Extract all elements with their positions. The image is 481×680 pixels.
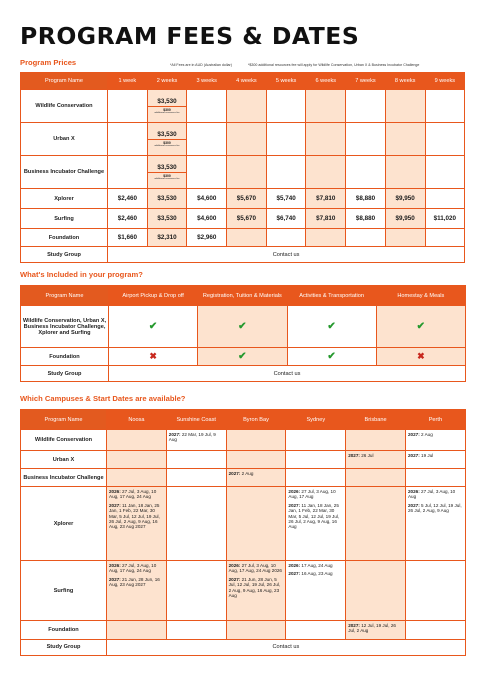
- campuses-cell: [226, 469, 286, 487]
- prices-cell: [306, 123, 346, 156]
- included-row: [21, 306, 466, 348]
- campuses-row: [21, 469, 466, 487]
- start-dates-year: 2026:: [288, 563, 301, 568]
- prices-cell: [425, 90, 465, 123]
- prices-cell: [266, 90, 306, 123]
- included-header-item: Airport Pickup & Drop off: [109, 286, 198, 306]
- campuses-row: [21, 487, 466, 561]
- prices-program-name: Urban X: [21, 123, 108, 156]
- campuses-cell: [405, 561, 465, 621]
- cross-icon: ✖: [417, 351, 425, 361]
- campuses-table: [20, 409, 466, 656]
- prices-cell: [108, 189, 148, 209]
- price-value: $2,460: [117, 195, 137, 202]
- resources-fee-caption: additional resources fee: [154, 145, 180, 147]
- included-header-item: Registration, Tuition & Materials: [198, 286, 287, 306]
- campuses-header-location: Byron Bay: [226, 410, 286, 430]
- prices-program-name: Wildlife Conservation: [21, 90, 108, 123]
- start-dates: [109, 577, 164, 588]
- campuses-row: [21, 451, 466, 469]
- prices-header-program: Program Name: [21, 73, 108, 90]
- prices-header-week: 4 weeks: [227, 73, 267, 90]
- start-dates: [288, 489, 343, 500]
- start-dates-list: 21 Jun, 28 Jun, 5 Jul, 12 Jul, 19 Jul, 26 Jul, 2 Aug, 9 Aug, 16 Aug, 23 Aug: [228, 576, 281, 599]
- study-group-contact: Contact us: [107, 639, 466, 655]
- campuses-cell: [166, 469, 226, 487]
- prices-cell: [306, 90, 346, 123]
- prices-cell: [147, 209, 187, 229]
- included-cell: [287, 348, 376, 366]
- prices-cell: [306, 209, 346, 229]
- prices-cell: [385, 189, 425, 209]
- included-section-title: What's Included in your program?: [20, 270, 143, 279]
- resources-fee-badge: [148, 106, 187, 114]
- page-title: PROGRAM FEES & DATES: [20, 22, 360, 50]
- prices-row: [21, 189, 465, 209]
- prices-cell: [187, 123, 227, 156]
- prices-cell: [385, 229, 425, 247]
- campuses-cell: [107, 451, 167, 469]
- campuses-cell: [346, 561, 406, 621]
- included-cell: [109, 306, 198, 348]
- start-dates-list: 22 Mar, 19 Jul, 9 Aug: [168, 432, 216, 443]
- campuses-cell: [107, 487, 167, 561]
- campuses-cell: [226, 451, 286, 469]
- price-value: $3,530: [157, 131, 177, 138]
- resources-fee-caption: additional resources fee: [154, 112, 180, 114]
- prices-cell: [227, 156, 267, 189]
- start-dates: [288, 563, 343, 568]
- campuses-row: [21, 621, 466, 640]
- start-dates-year: 2026:: [407, 489, 420, 494]
- campuses-cell: [286, 469, 346, 487]
- campuses-program-name: Foundation: [21, 621, 107, 640]
- start-dates-list: 26 Jul: [359, 453, 374, 458]
- start-dates: [109, 563, 164, 574]
- start-dates-list: 16 Aug, 23 Aug: [300, 571, 333, 577]
- start-dates-year: 2027:: [407, 432, 420, 437]
- prices-cell: [346, 156, 386, 189]
- prices-program-name: Surfing: [21, 209, 108, 229]
- campuses-cell: [226, 430, 286, 451]
- study-group-contact: Contact us: [109, 366, 466, 382]
- campuses-program-name: Urban X: [21, 451, 107, 469]
- prices-cell: [346, 90, 386, 123]
- prices-cell: [227, 90, 267, 123]
- prices-cell: [227, 209, 267, 229]
- price-value: $5,670: [236, 215, 257, 222]
- start-dates: [408, 432, 463, 437]
- campuses-cell: [346, 451, 406, 469]
- price-value: $1,660: [117, 234, 137, 241]
- prices-row-study-group: [21, 247, 465, 263]
- start-dates: [109, 489, 164, 500]
- price-value: $7,810: [316, 195, 336, 202]
- prices-row: [21, 123, 465, 156]
- prices-cell: [108, 209, 148, 229]
- prices-row: [21, 156, 465, 189]
- campuses-cell: [166, 451, 226, 469]
- start-dates-list: 27 Jul, 3 Aug, 10 Aug: [407, 489, 456, 500]
- start-dates: [348, 453, 403, 458]
- campuses-cell: [107, 621, 167, 640]
- price-value: $2,460: [117, 215, 137, 222]
- start-dates: [229, 577, 284, 599]
- start-dates: [288, 571, 343, 576]
- start-dates: [408, 453, 463, 458]
- prices-cell: [425, 189, 465, 209]
- check-icon: ✔: [416, 321, 426, 332]
- campuses-cell: [166, 621, 226, 640]
- price-value: $5,740: [276, 195, 296, 202]
- check-icon: ✔: [238, 321, 247, 332]
- resources-fee-note: *$300 additional resources fee will apply for Wildlife Conservation, Urban X & Business Incubator Challenge: [248, 63, 420, 67]
- prices-cell: [147, 156, 187, 189]
- price-value: $8,880: [355, 215, 376, 222]
- start-dates-list: 27 Jul, 3 Aug, 10 Aug, 17 Aug: [288, 489, 336, 500]
- campuses-cell: [405, 451, 465, 469]
- prices-cell: [425, 123, 465, 156]
- start-dates-list: 5 Jul, 12 Jul, 19 Jul, 26 Jul, 2 Aug, 9 Aug: [407, 502, 462, 514]
- campuses-row-study-group: [21, 639, 466, 655]
- prices-cell: [385, 123, 425, 156]
- campuses-cell: [405, 487, 465, 561]
- prices-row: [21, 229, 465, 247]
- campuses-cell: [405, 469, 465, 487]
- start-dates-year: 2027:: [168, 432, 181, 437]
- prices-section-title: Program Prices: [20, 58, 77, 67]
- price-value: $3,530: [157, 195, 177, 202]
- included-cell: [198, 306, 287, 348]
- price-value: $3,530: [157, 215, 177, 222]
- prices-header-week: 6 weeks: [306, 73, 346, 90]
- included-table: [20, 285, 466, 382]
- start-dates-year: 2027:: [348, 623, 360, 628]
- prices-cell: [187, 229, 227, 247]
- prices-header-week: 2 weeks: [147, 73, 187, 90]
- campuses-cell: [405, 621, 465, 640]
- prices-program-name: Business Incubator Challenge: [21, 156, 108, 189]
- prices-header-week: 5 weeks: [266, 73, 306, 90]
- prices-header-week: 9 weeks: [425, 73, 465, 90]
- prices-program-name: Study Group: [21, 247, 108, 263]
- prices-cell: [266, 189, 306, 209]
- prices-program-name: Foundation: [21, 229, 108, 247]
- prices-cell: [108, 229, 148, 247]
- prices-cell: [346, 209, 386, 229]
- price-value: $9,950: [395, 195, 415, 202]
- campuses-cell: [346, 487, 406, 561]
- included-cell: [287, 306, 376, 348]
- prices-table: [20, 72, 465, 263]
- prices-cell: [147, 90, 187, 123]
- start-dates-year: 2027:: [348, 453, 360, 458]
- price-value: $2,960: [197, 234, 217, 241]
- prices-cell: [108, 90, 148, 123]
- campuses-program-name: Study Group: [21, 639, 107, 655]
- start-dates-list: 27 Jul, 3 Aug, 10 Aug, 17 Aug, 24 Aug 2026: [228, 563, 282, 574]
- prices-cell: [346, 189, 386, 209]
- included-cell: [198, 348, 287, 366]
- included-header-program: Program Name: [21, 286, 109, 306]
- start-dates: [229, 471, 284, 476]
- campuses-cell: [286, 621, 346, 640]
- prices-cell: [227, 229, 267, 247]
- start-dates-year: 2027:: [288, 571, 301, 577]
- prices-cell: [346, 123, 386, 156]
- prices-cell: [346, 229, 386, 247]
- campuses-cell: [346, 469, 406, 487]
- campuses-program-name: Business Incubator Challenge: [21, 469, 107, 487]
- prices-header-week: 8 weeks: [385, 73, 425, 90]
- campuses-section-title: Which Campuses & Start Dates are available?: [20, 394, 186, 403]
- start-dates-year: 2027:: [407, 453, 420, 458]
- prices-cell: [266, 123, 306, 156]
- study-group-contact: Contact us: [108, 247, 465, 263]
- start-dates-list: 11 Jan, 18 Jan, 25 Jan, 1 Feb, 22 Mar, 30 Mar, 5 Jul, 12 Jul, 19 Jul, 26 Jul, 2 Aug, 9 Aug, 16 Aug, 23 Aug 2027: [109, 502, 160, 530]
- cross-icon: ✖: [149, 351, 157, 361]
- resources-fee-badge: [148, 172, 187, 180]
- prices-cell: [385, 156, 425, 189]
- campuses-row: [21, 430, 466, 451]
- campuses-header-location: Perth: [405, 410, 465, 430]
- prices-cell: [306, 229, 346, 247]
- campuses-cell: [226, 621, 286, 640]
- start-dates-list: 2 Aug: [419, 432, 433, 437]
- start-dates-year: 2026:: [288, 489, 301, 494]
- prices-program-name: Xplorer: [21, 189, 108, 209]
- start-dates-year: 2026:: [228, 563, 241, 568]
- start-dates-list: 17 Aug, 24 Aug: [300, 563, 333, 568]
- resources-fee-amount: $300: [163, 174, 171, 178]
- campuses-program-name: Wildlife Conservation: [21, 430, 107, 451]
- resources-fee-badge: [148, 139, 187, 147]
- prices-cell: [425, 156, 465, 189]
- campuses-cell: [107, 430, 167, 451]
- prices-cell: [187, 189, 227, 209]
- start-dates-list: 12 Jul, 19 Jul, 26 Jul, 2 Aug: [348, 623, 396, 634]
- start-dates-list: 21 Jun, 28 Jun, 16 Aug, 23 Aug 2027: [109, 576, 160, 588]
- start-dates: [288, 503, 343, 530]
- included-cell: [109, 348, 198, 366]
- prices-header-week: 7 weeks: [346, 73, 386, 90]
- resources-fee-amount: $300: [163, 141, 171, 145]
- prices-cell: [187, 156, 227, 189]
- included-row: [21, 348, 466, 366]
- start-dates-year: 2027:: [288, 502, 301, 508]
- start-dates-year: 2027:: [228, 576, 241, 582]
- currency-note: *All Fees are in AUD (Australian dollar): [170, 63, 232, 67]
- price-value: $5,670: [236, 195, 257, 202]
- prices-cell: [108, 123, 148, 156]
- campuses-program-name: Surfing: [21, 561, 107, 621]
- included-cell: [376, 306, 465, 348]
- included-row-study-group: [21, 366, 466, 382]
- prices-cell: [108, 156, 148, 189]
- included-cell: [376, 348, 465, 366]
- start-dates-year: 2027:: [109, 576, 121, 582]
- price-value: $8,880: [355, 195, 376, 202]
- included-program-name: Wildlife Conservation, Urban X, Business Incubator Challenge, Xplorer and Surfing: [21, 306, 109, 348]
- campuses-cell: [226, 487, 286, 561]
- start-dates: [169, 432, 224, 443]
- price-value: $11,020: [433, 215, 457, 222]
- price-value: $9,950: [395, 215, 415, 222]
- prices-cell: [187, 209, 227, 229]
- prices-cell: [385, 90, 425, 123]
- campuses-cell: [405, 430, 465, 451]
- start-dates-year: 2026:: [109, 563, 121, 568]
- prices-header-week: 1 week: [108, 73, 148, 90]
- prices-cell: [266, 229, 306, 247]
- prices-cell: [147, 123, 187, 156]
- check-icon: ✔: [327, 321, 336, 332]
- campuses-cell: [346, 621, 406, 640]
- campuses-header-program: Program Name: [21, 410, 107, 430]
- prices-row: [21, 90, 465, 123]
- prices-cell: [425, 209, 465, 229]
- check-icon: ✔: [238, 351, 247, 362]
- resources-fee-amount: $300: [163, 108, 171, 112]
- prices-cell: [187, 90, 227, 123]
- included-header-item: Activities & Transportation: [287, 286, 376, 306]
- start-dates: [348, 623, 403, 634]
- campuses-cell: [107, 561, 167, 621]
- start-dates-list: 19 Jul: [419, 453, 434, 458]
- start-dates-year: 2027:: [228, 471, 241, 476]
- included-program-name: Study Group: [21, 366, 109, 382]
- start-dates-list: 2 Aug: [240, 471, 254, 476]
- price-value: $6,740: [276, 215, 296, 222]
- campuses-header-location: Noosa: [107, 410, 167, 430]
- included-header-item: Homestay & Meals: [376, 286, 465, 306]
- start-dates-list: 27 Jul, 3 Aug, 10 Aug, 17 Aug, 24 Aug: [109, 563, 157, 574]
- start-dates-year: 2027:: [407, 502, 420, 508]
- start-dates-year: 2027:: [109, 502, 121, 508]
- price-value: $7,810: [316, 215, 336, 222]
- campuses-header-location: Sunshine Coast: [166, 410, 226, 430]
- campuses-cell: [166, 561, 226, 621]
- prices-cell: [147, 189, 187, 209]
- campuses-cell: [226, 561, 286, 621]
- campuses-cell: [286, 430, 346, 451]
- start-dates-year: 2026:: [109, 489, 121, 494]
- included-program-name: Foundation: [21, 348, 109, 366]
- prices-cell: [227, 123, 267, 156]
- check-icon: ✔: [148, 321, 158, 332]
- campuses-header-location: Sydney: [286, 410, 346, 430]
- prices-cell: [306, 156, 346, 189]
- start-dates: [408, 503, 463, 514]
- price-value: $4,600: [197, 195, 217, 202]
- start-dates: [229, 563, 284, 574]
- campuses-cell: [286, 561, 346, 621]
- campuses-header-location: Brisbane: [346, 410, 406, 430]
- prices-header-week: 3 weeks: [187, 73, 227, 90]
- prices-cell: [227, 189, 267, 209]
- price-value: $3,530: [157, 164, 177, 171]
- resources-fee-caption: additional resources fee: [154, 178, 180, 180]
- price-value: $2,310: [157, 234, 177, 241]
- campuses-cell: [286, 487, 346, 561]
- prices-cell: [266, 209, 306, 229]
- start-dates: [408, 489, 463, 500]
- campuses-row: [21, 561, 466, 621]
- price-value: $4,600: [197, 215, 217, 222]
- campuses-program-name: Xplorer: [21, 487, 107, 561]
- prices-cell: [147, 229, 187, 247]
- campuses-cell: [166, 430, 226, 451]
- check-icon: ✔: [327, 351, 336, 362]
- prices-cell: [306, 189, 346, 209]
- prices-cell: [385, 209, 425, 229]
- prices-row: [21, 209, 465, 229]
- prices-cell: [266, 156, 306, 189]
- campuses-cell: [346, 430, 406, 451]
- start-dates-list: 11 Jan, 18 Jan, 25 Jan, 1 Feb, 22 Mar, 30 Mar, 5 Jul, 12 Jul, 19 Jul, 26 Jul, 2 Aug, 9 Aug, 16 Aug: [288, 502, 340, 530]
- start-dates: [109, 503, 164, 530]
- start-dates-list: 27 Jul, 3 Aug, 10 Aug, 17 Aug, 24 Aug: [109, 489, 157, 500]
- prices-cell: [425, 229, 465, 247]
- campuses-cell: [286, 451, 346, 469]
- price-value: $3,530: [157, 98, 177, 105]
- campuses-cell: [107, 469, 167, 487]
- campuses-cell: [166, 487, 226, 561]
